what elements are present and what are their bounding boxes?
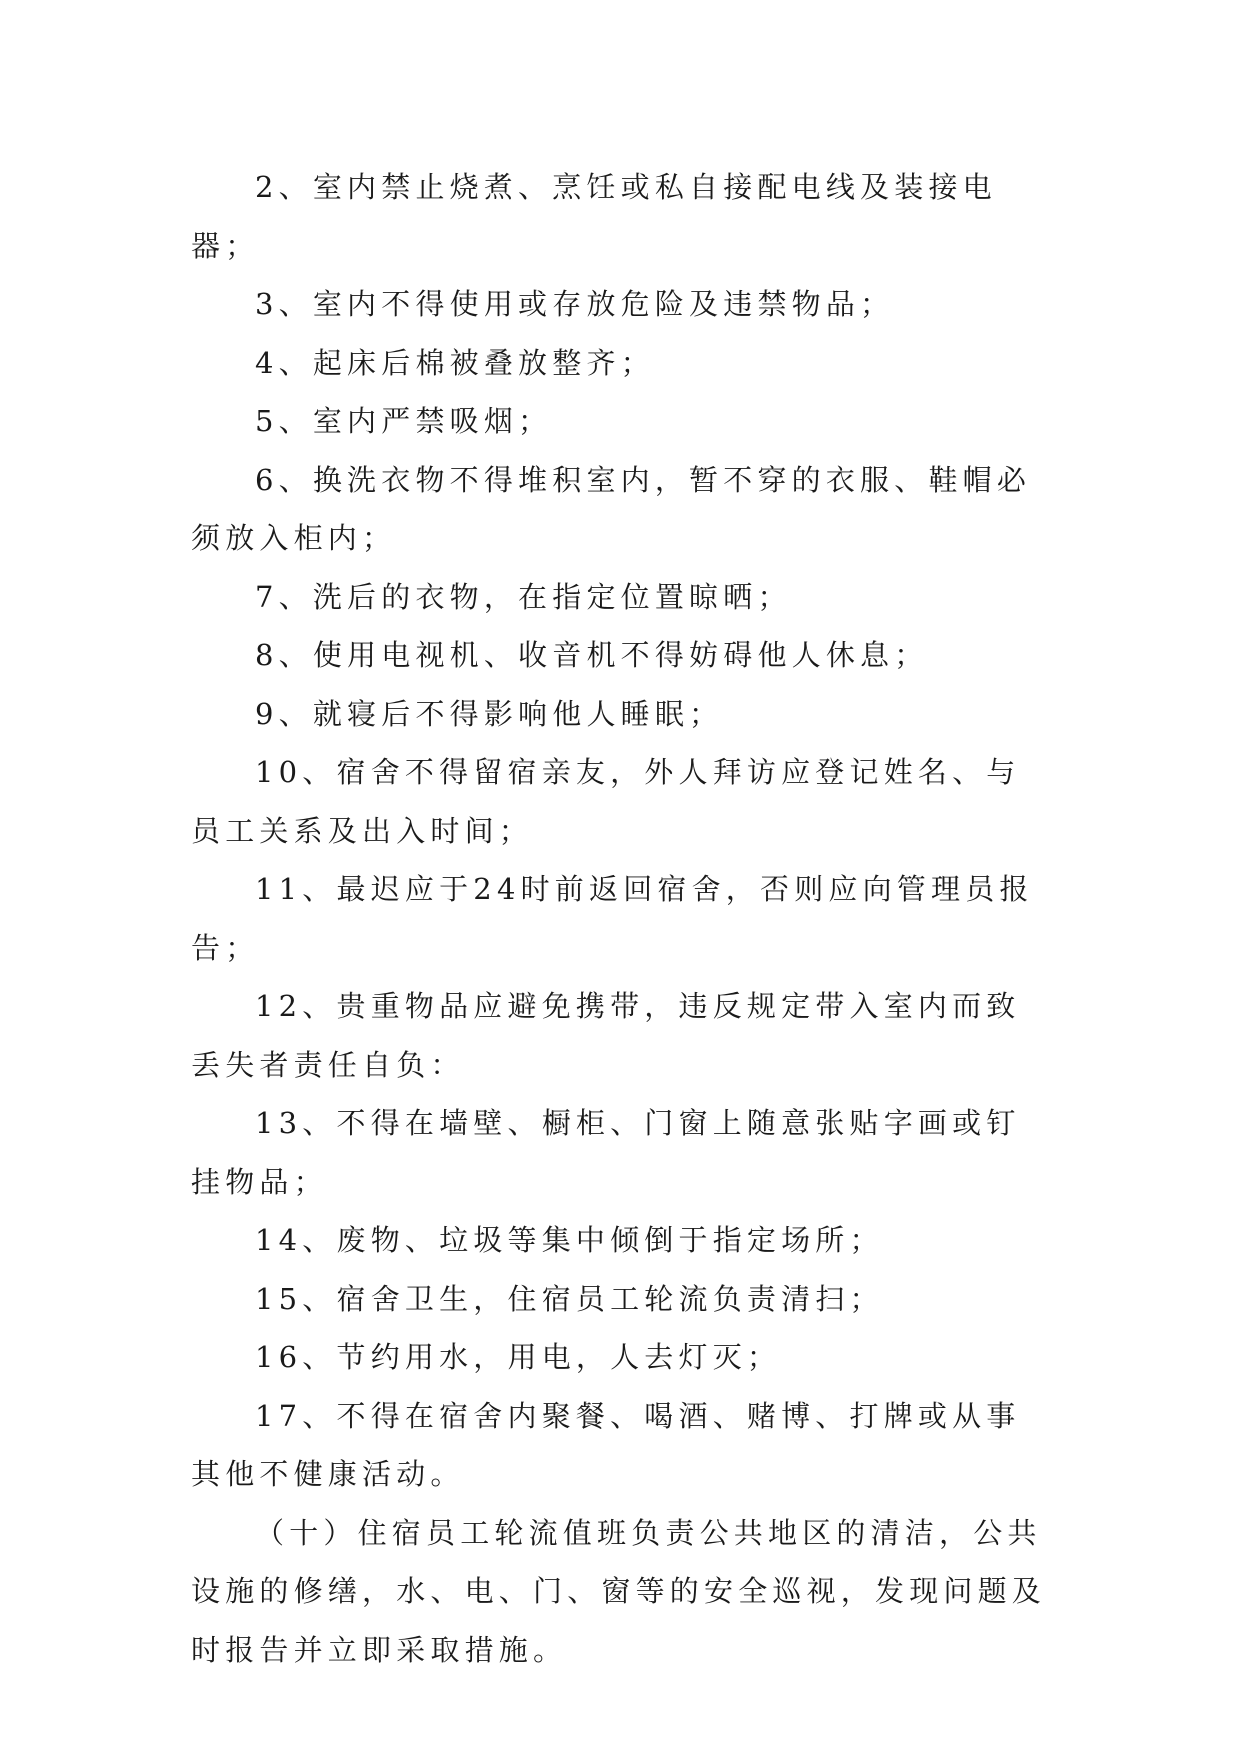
rule-item-7: 7、洗后的衣物，在指定位置晾晒； [255, 579, 792, 614]
rule-item-6: 6、换洗衣物不得堆积室内，暂不穿的衣服、鞋帽必须放入柜内； [191, 462, 1032, 555]
rule-item-13: 13、不得在墙壁、橱柜、门窗上随意张贴字画或钉挂物品； [191, 1106, 1021, 1199]
section-ten-paragraph: （十）住宿员工轮流值班负责公共地区的清洁，公共设施的修缮，水、电、门、窗等的安全巡视，发现问题及时报告并立即采取措施。 [191, 1515, 1047, 1667]
rule-item-12: 12、贵重物品应避免携带，违反规定带入室内而致丢失者责任自负： [191, 989, 1021, 1082]
rule-item-10: 10、宿舍不得留宿亲友，外人拜访应登记姓名、与员工关系及出入时间； [191, 755, 1021, 848]
rule-item-15: 15、宿舍卫生，住宿员工轮流负责清扫； [255, 1281, 884, 1316]
rule-item-2: 2、室内禁止烧煮、烹饪或私自接配电线及装接电器； [191, 170, 997, 263]
rule-item-8: 8、使用电视机、收音机不得妨碍他人休息； [255, 638, 929, 672]
rule-item-17: 17、不得在宿舍内聚餐、喝酒、赌博、打牌或从事其他不健康活动。 [191, 1398, 1021, 1491]
rule-item-5: 5、室内严禁吸烟； [255, 404, 553, 438]
rule-item-9: 9、就寝后不得影响他人睡眠； [255, 696, 724, 731]
rule-item-4: 4、起床后棉被叠放整齐； [255, 345, 655, 380]
rule-item-11: 11、最迟应于24时前返回宿舍，否则应向管理员报告； [191, 872, 1034, 965]
document-body [191, 158, 1051, 1679]
rule-item-14: 14、废物、垃圾等集中倾倒于指定场所； [255, 1223, 884, 1257]
rule-item-16: 16、节约用水，用电，人去灯灭； [255, 1340, 782, 1374]
rule-item-3: 3、室内不得使用或存放危险及违禁物品； [255, 287, 895, 321]
